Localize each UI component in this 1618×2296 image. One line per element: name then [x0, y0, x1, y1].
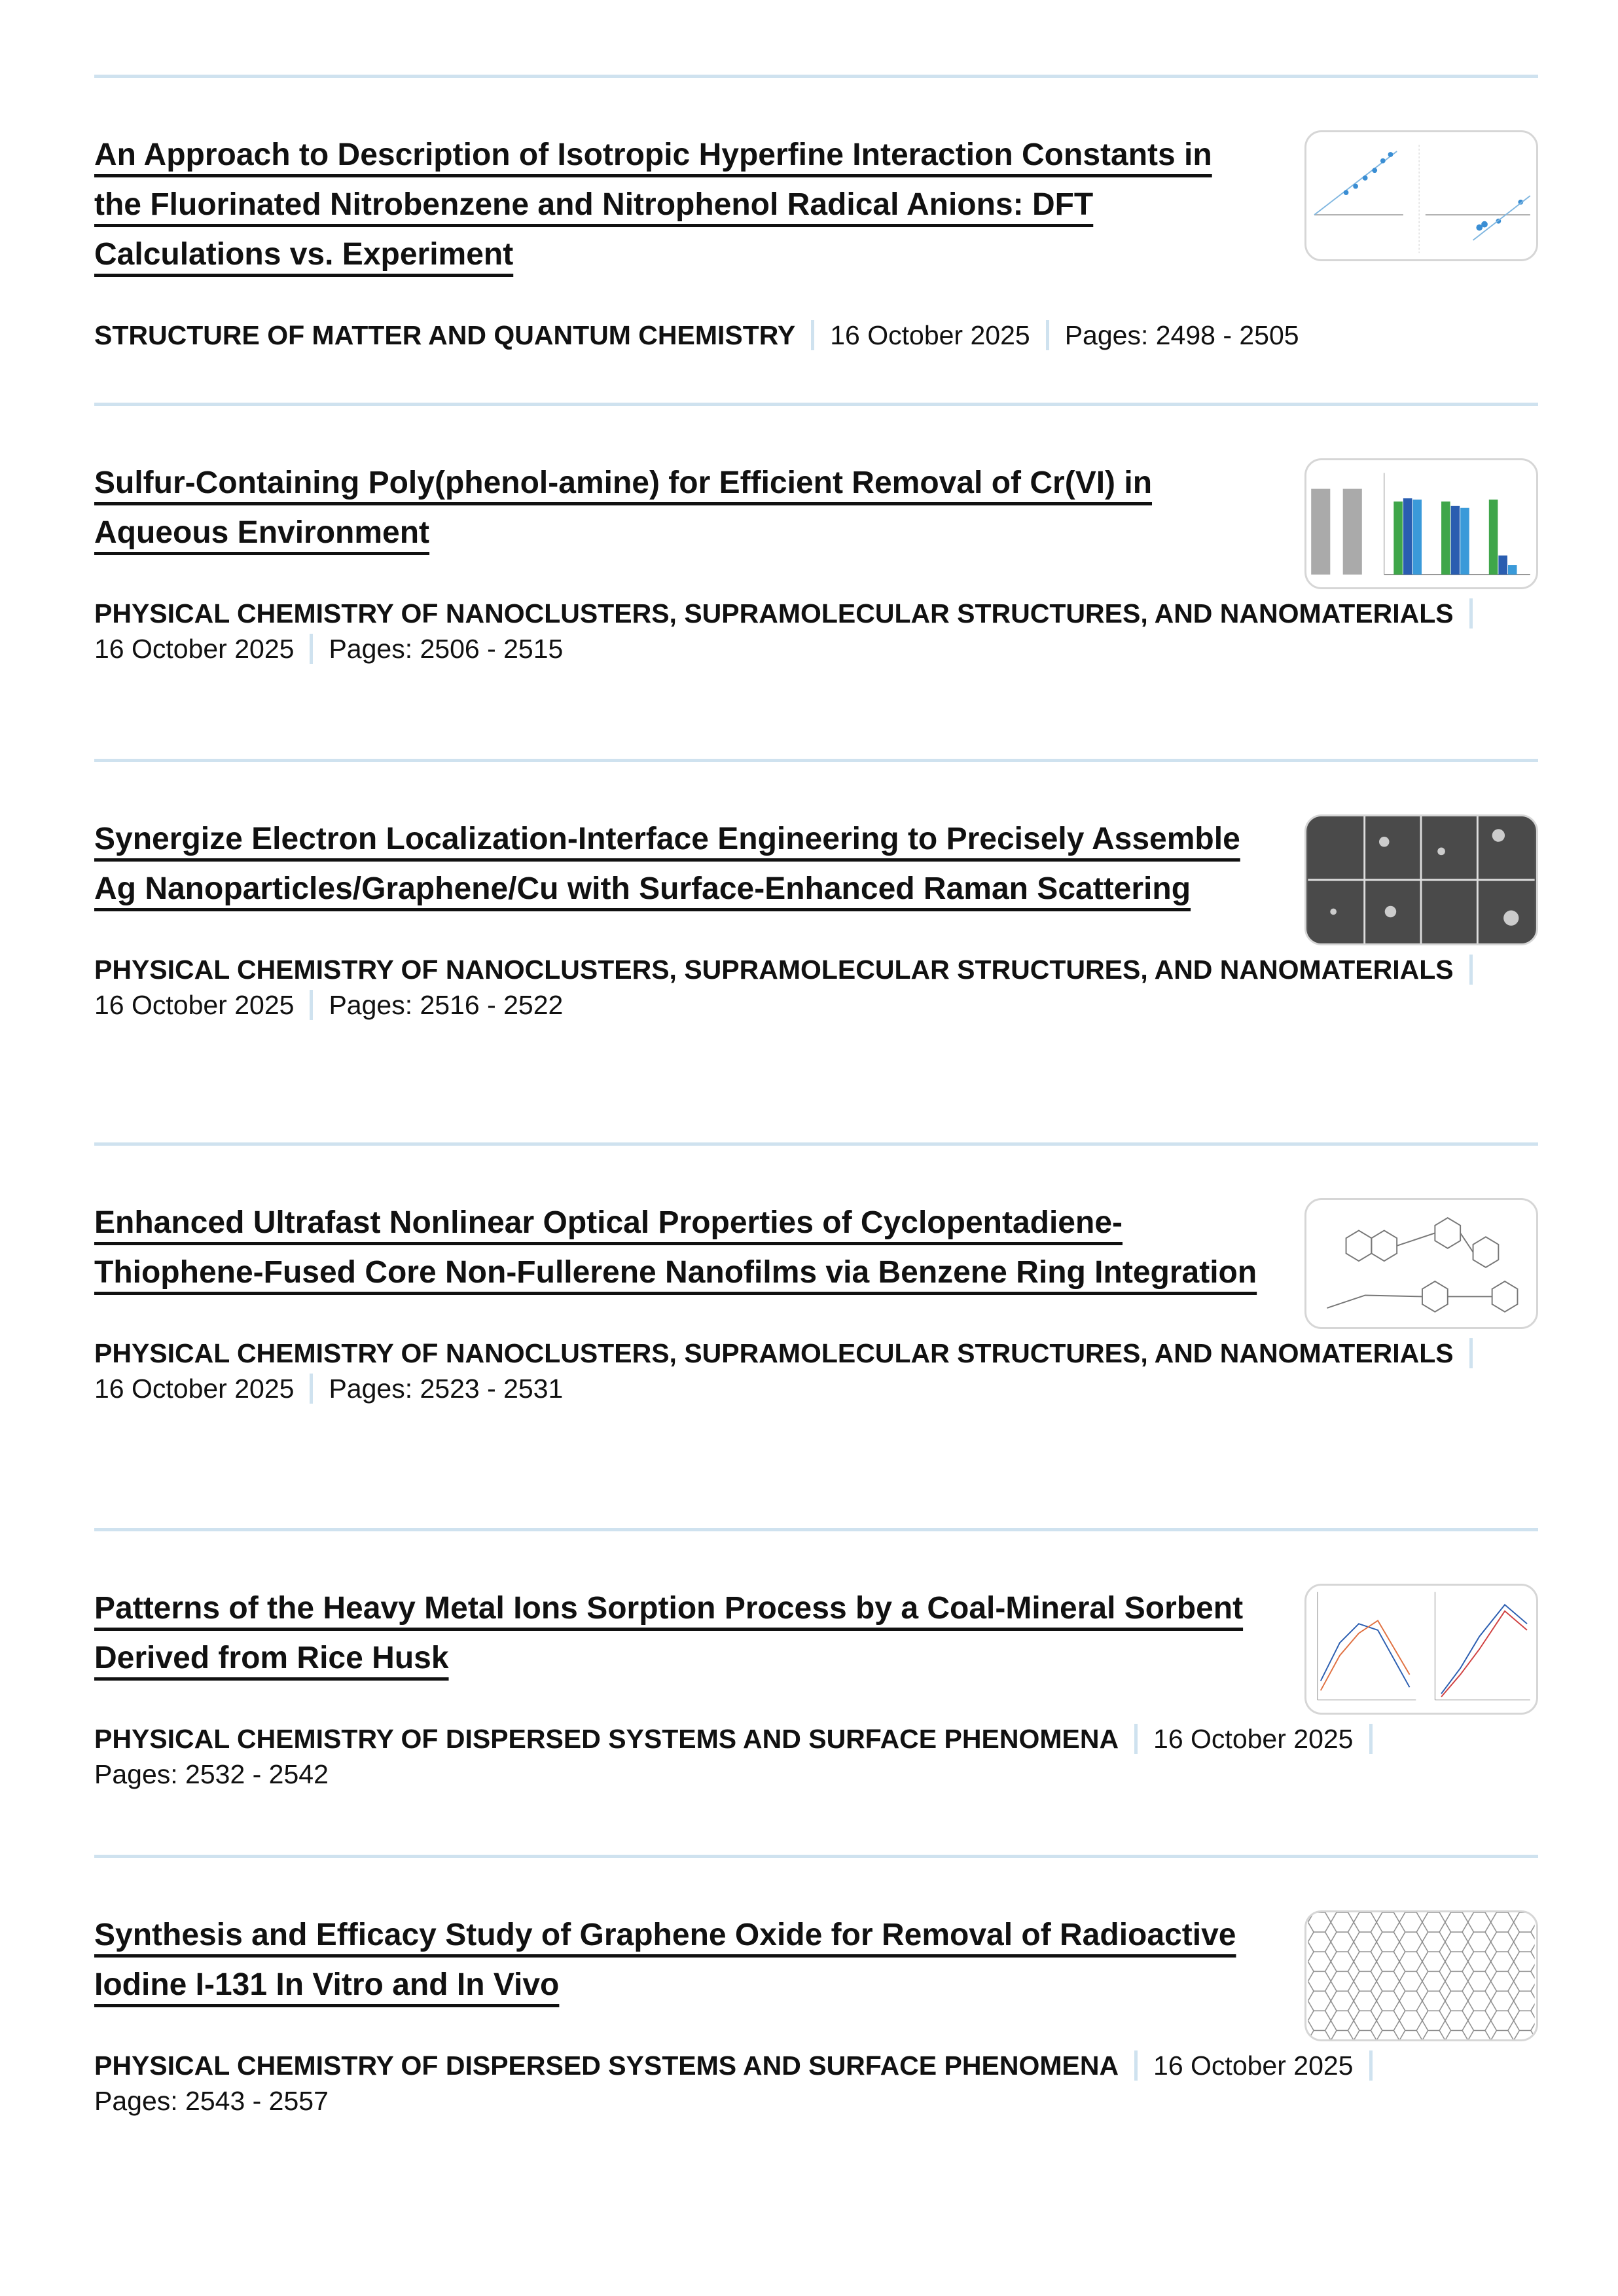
article-date: 16 October 2025: [1153, 2050, 1372, 2081]
article-pages: Pages: 2498 - 2505: [1064, 320, 1299, 350]
article-thumbnail[interactable]: [1304, 1584, 1538, 1715]
bar-chart-figure: [1306, 460, 1536, 587]
article-date: 16 October 2025: [94, 634, 313, 664]
article-meta: [94, 598, 1528, 669]
article-item: [94, 1142, 1538, 1528]
article-title-link[interactable]: An Approach to Description of Isotropic Hyperfine Interaction Constants in the Fluorinated Nitrobenzene and Nitrophenol Radical Anions: DFT Calculations vs. Experiment: [94, 137, 1212, 272]
line-plot-figure: [1306, 1586, 1536, 1713]
article-category[interactable]: PHYSICAL CHEMISTRY OF DISPERSED SYSTEMS AND SURFACE PHENOMENA: [94, 2050, 1138, 2081]
scatter-plot-figure: [1306, 132, 1536, 259]
graphene-lattice-figure: [1306, 1912, 1536, 2039]
article-list: [94, 75, 1538, 2169]
article-thumbnail[interactable]: [1304, 458, 1538, 589]
article-date: 16 October 2025: [94, 990, 313, 1020]
article-thumbnail[interactable]: [1304, 130, 1538, 261]
article-thumbnail[interactable]: [1304, 1198, 1538, 1329]
article-title-link[interactable]: Enhanced Ultrafast Nonlinear Optical Properties of Cyclopentadiene-Thiophene-Fused Core Non-Fullerene Nanofilms via Benzene Ring Integration: [94, 1205, 1257, 1290]
article-pages: Pages: 2532 - 2542: [94, 1759, 329, 1789]
article-meta: [94, 1724, 1528, 1795]
article-title-link[interactable]: Synergize Electron Localization-Interface Engineering to Precisely Assemble Ag Nanoparticles/Graphene/Cu with Surface-Enhanced Raman Scattering: [94, 822, 1240, 906]
article-date: 16 October 2025: [94, 1374, 313, 1404]
article-title-link[interactable]: Sulfur-Containing Poly(phenol-amine) for Efficient Removal of Cr(VI) in Aqueous Environment: [94, 465, 1153, 550]
article-item: [94, 403, 1538, 759]
article-category[interactable]: PHYSICAL CHEMISTRY OF NANOCLUSTERS, SUPRAMOLECULAR STRUCTURES, AND NANOMATERIALS: [94, 598, 1473, 629]
article-meta: [94, 2050, 1528, 2121]
article-category[interactable]: PHYSICAL CHEMISTRY OF NANOCLUSTERS, SUPRAMOLECULAR STRUCTURES, AND NANOMATERIALS: [94, 1338, 1473, 1368]
article-date: 16 October 2025: [1153, 1724, 1372, 1754]
article-pages: Pages: 2523 - 2531: [329, 1374, 564, 1404]
article-category[interactable]: PHYSICAL CHEMISTRY OF DISPERSED SYSTEMS AND SURFACE PHENOMENA: [94, 1724, 1138, 1754]
article-thumbnail[interactable]: [1304, 1910, 1538, 2041]
article-meta: [94, 1338, 1528, 1409]
article-item: [94, 1855, 1538, 2169]
article-date: 16 October 2025: [830, 320, 1049, 350]
article-meta: [94, 320, 1528, 355]
article-title-link[interactable]: Synthesis and Efficacy Study of Graphene Oxide for Removal of Radioactive Iodine I-131 In Vitro and In Vivo: [94, 1918, 1236, 2002]
article-item: [94, 759, 1538, 1142]
article-title-link[interactable]: Patterns of the Heavy Metal Ions Sorption Process by a Coal-Mineral Sorbent Derived from Rice Husk: [94, 1591, 1244, 1675]
article-pages: Pages: 2506 - 2515: [329, 634, 564, 664]
article-thumbnail[interactable]: [1304, 814, 1538, 945]
article-item: [94, 75, 1538, 403]
article-meta: [94, 955, 1528, 1025]
article-category[interactable]: STRUCTURE OF MATTER AND QUANTUM CHEMISTRY: [94, 320, 814, 350]
article-pages: Pages: 2543 - 2557: [94, 2086, 329, 2116]
molecular-structure-figure: [1306, 1200, 1536, 1327]
article-category[interactable]: PHYSICAL CHEMISTRY OF NANOCLUSTERS, SUPRAMOLECULAR STRUCTURES, AND NANOMATERIALS: [94, 955, 1473, 985]
article-pages: Pages: 2516 - 2522: [329, 990, 564, 1020]
microscopy-figure: [1306, 816, 1536, 943]
article-item: [94, 1528, 1538, 1855]
